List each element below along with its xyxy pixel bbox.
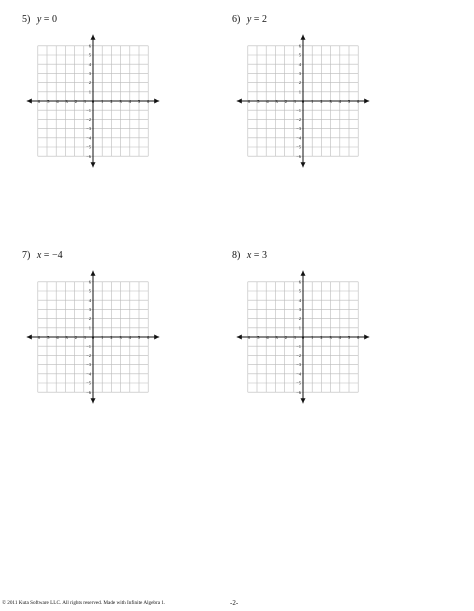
y-tick-label: 3 — [298, 307, 301, 312]
x-tick-label: 5 — [347, 99, 351, 104]
arrow-right-icon — [364, 99, 369, 104]
equation-operator: = — [253, 14, 260, 25]
arrow-up-icon — [91, 271, 96, 276]
y-tick-label: 2 — [88, 80, 91, 86]
y-tick-label: 1 — [298, 325, 301, 331]
problem-label — [232, 250, 267, 262]
arrow-down-icon — [301, 162, 306, 167]
x-tick-label: 6 — [147, 99, 150, 104]
x-tick-label: 2 — [320, 335, 323, 340]
arrow-down-icon — [91, 162, 96, 167]
coordinate-plane[interactable] — [22, 262, 182, 412]
problem-number: 5) — [22, 14, 31, 25]
x-tick-label: 0 — [91, 99, 95, 104]
x-tick-label: −6 — [35, 99, 41, 104]
coordinate-plane[interactable] — [22, 26, 182, 176]
y-tick-label: −3 — [296, 362, 301, 368]
x-tick-label: −2 — [72, 99, 78, 104]
x-tick-label: 3 — [329, 99, 332, 104]
arrow-up-icon — [301, 35, 306, 40]
y-tick-label: −5 — [296, 144, 301, 150]
arrow-right-icon — [154, 335, 159, 340]
equation-value: −4 — [51, 250, 63, 261]
y-tick-label: 4 — [88, 297, 91, 303]
x-tick-label: 0 — [301, 335, 305, 340]
y-tick-label: −6 — [296, 153, 301, 159]
problem-label — [232, 14, 267, 26]
y-tick-label: −1 — [86, 107, 91, 113]
y-tick-label: 2 — [298, 316, 301, 322]
problem-6 — [232, 14, 392, 174]
y-tick-label: −3 — [86, 126, 91, 132]
y-tick-label: 4 — [88, 61, 91, 67]
arrow-up-icon — [91, 35, 96, 40]
x-tick-label: 1 — [101, 335, 104, 340]
y-tick-label: −6 — [86, 389, 91, 395]
x-tick-label: 4 — [128, 99, 131, 104]
y-tick-label: 5 — [88, 52, 91, 58]
x-tick-label: −3 — [272, 99, 278, 104]
arrow-right-icon — [154, 99, 159, 104]
problem-number: 8) — [232, 250, 241, 261]
x-tick-label: 6 — [147, 335, 150, 340]
y-tick-label: −2 — [86, 117, 91, 122]
x-tick-label: 1 — [311, 99, 314, 104]
x-tick-label: −1 — [81, 99, 87, 104]
y-tick-label: 6 — [88, 43, 91, 49]
x-tick-label: −4 — [53, 99, 59, 104]
y-tick-label: 6 — [298, 279, 301, 285]
x-tick-label: −2 — [282, 99, 288, 104]
arrow-down-icon — [91, 398, 96, 403]
x-tick-label: −5 — [254, 335, 260, 340]
y-tick-label: −4 — [296, 371, 301, 377]
x-tick-label: −2 — [72, 335, 78, 340]
equation — [37, 250, 63, 261]
x-tick-label: 4 — [338, 335, 341, 340]
equation-value: 0 — [51, 14, 57, 25]
x-tick-label: 3 — [119, 99, 122, 104]
x-tick-label: −4 — [53, 335, 59, 340]
equation-variable: y — [36, 14, 42, 25]
x-tick-label: −5 — [44, 335, 50, 340]
x-tick-label: −4 — [263, 99, 269, 104]
y-tick-label: 2 — [298, 80, 301, 86]
x-tick-label: 2 — [320, 99, 323, 104]
y-tick-label: −4 — [86, 135, 91, 141]
problem-8 — [232, 250, 392, 410]
y-tick-label: 3 — [88, 307, 91, 312]
x-tick-label: 3 — [329, 335, 332, 340]
x-tick-label: −6 — [245, 335, 251, 340]
equation-value: 2 — [261, 14, 267, 25]
x-tick-label: 0 — [301, 99, 305, 104]
x-tick-label: −4 — [263, 335, 269, 340]
arrow-down-icon — [301, 398, 306, 403]
equation-variable: x — [36, 250, 42, 261]
page-number: -2- — [230, 599, 239, 607]
y-tick-label: −5 — [86, 144, 91, 150]
coordinate-plane[interactable] — [232, 26, 392, 176]
y-tick-label: −6 — [296, 389, 301, 395]
x-tick-label: 1 — [311, 335, 314, 340]
y-tick-label: 2 — [88, 316, 91, 322]
problem-label — [22, 14, 57, 26]
y-tick-label: −4 — [86, 371, 91, 377]
y-tick-label: 4 — [298, 297, 301, 303]
equation — [247, 14, 267, 25]
arrow-left-icon — [27, 99, 32, 104]
y-tick-label: 5 — [88, 288, 91, 294]
x-tick-label: 4 — [128, 335, 131, 340]
x-tick-label: 1 — [101, 99, 104, 104]
y-tick-label: 6 — [88, 279, 91, 285]
problem-number: 6) — [232, 14, 241, 25]
x-tick-label: −1 — [291, 335, 297, 340]
x-tick-label: 5 — [137, 335, 141, 340]
arrow-left-icon — [27, 335, 32, 340]
x-tick-label: 2 — [110, 99, 113, 104]
x-tick-label: 0 — [91, 335, 95, 340]
x-tick-label: −3 — [62, 335, 68, 340]
x-tick-label: 5 — [347, 335, 351, 340]
x-tick-label: −5 — [44, 99, 50, 104]
arrow-left-icon — [237, 335, 242, 340]
y-tick-label: −5 — [86, 380, 91, 386]
x-tick-label: −6 — [245, 99, 251, 104]
y-tick-label: −1 — [86, 343, 91, 349]
problem-label — [22, 250, 63, 262]
equation-operator: = — [43, 250, 50, 261]
problem-7 — [22, 250, 182, 410]
problem-number: 7) — [22, 250, 31, 261]
y-tick-label: 5 — [298, 52, 301, 58]
x-tick-label: 4 — [338, 99, 341, 104]
x-tick-label: 6 — [357, 99, 360, 104]
y-tick-label: −5 — [296, 380, 301, 386]
x-tick-label: −2 — [282, 335, 288, 340]
x-tick-label: −3 — [62, 99, 68, 104]
problem-5 — [22, 14, 182, 174]
y-tick-label: −2 — [86, 353, 91, 358]
y-tick-label: 1 — [88, 89, 91, 95]
equation — [37, 14, 57, 25]
y-tick-label: −4 — [296, 135, 301, 141]
equation — [247, 250, 267, 261]
y-tick-label: −2 — [296, 353, 301, 358]
x-tick-label: −1 — [81, 335, 87, 340]
equation-operator: = — [253, 250, 260, 261]
coordinate-plane[interactable] — [232, 262, 392, 412]
x-tick-label: −1 — [291, 99, 297, 104]
y-tick-label: −3 — [296, 126, 301, 132]
y-tick-label: 5 — [298, 288, 301, 294]
y-tick-label: 3 — [298, 71, 301, 76]
equation-variable: x — [246, 250, 252, 261]
x-tick-label: 5 — [137, 99, 141, 104]
x-tick-label: −5 — [254, 99, 260, 104]
y-tick-label: 6 — [298, 43, 301, 49]
arrow-up-icon — [301, 271, 306, 276]
y-tick-label: −2 — [296, 117, 301, 122]
equation-operator: = — [43, 14, 50, 25]
y-tick-label: 1 — [88, 325, 91, 331]
equation-variable: y — [246, 14, 252, 25]
equation-value: 3 — [261, 250, 267, 261]
y-tick-label: −1 — [296, 107, 301, 113]
y-tick-label: 4 — [298, 61, 301, 67]
y-tick-label: −3 — [86, 362, 91, 368]
y-tick-label: 1 — [298, 89, 301, 95]
y-tick-label: −6 — [86, 153, 91, 159]
y-tick-label: −1 — [296, 343, 301, 349]
x-tick-label: 3 — [119, 335, 122, 340]
arrow-left-icon — [237, 99, 242, 104]
arrow-right-icon — [364, 335, 369, 340]
copyright-footer: © 2011 Kuta Software LLC. All rights reserved. Made with Infinite Algebra 1. — [2, 600, 166, 606]
x-tick-label: −3 — [272, 335, 278, 340]
x-tick-label: 6 — [357, 335, 360, 340]
x-tick-label: −6 — [35, 335, 41, 340]
x-tick-label: 2 — [110, 335, 113, 340]
y-tick-label: 3 — [88, 71, 91, 76]
